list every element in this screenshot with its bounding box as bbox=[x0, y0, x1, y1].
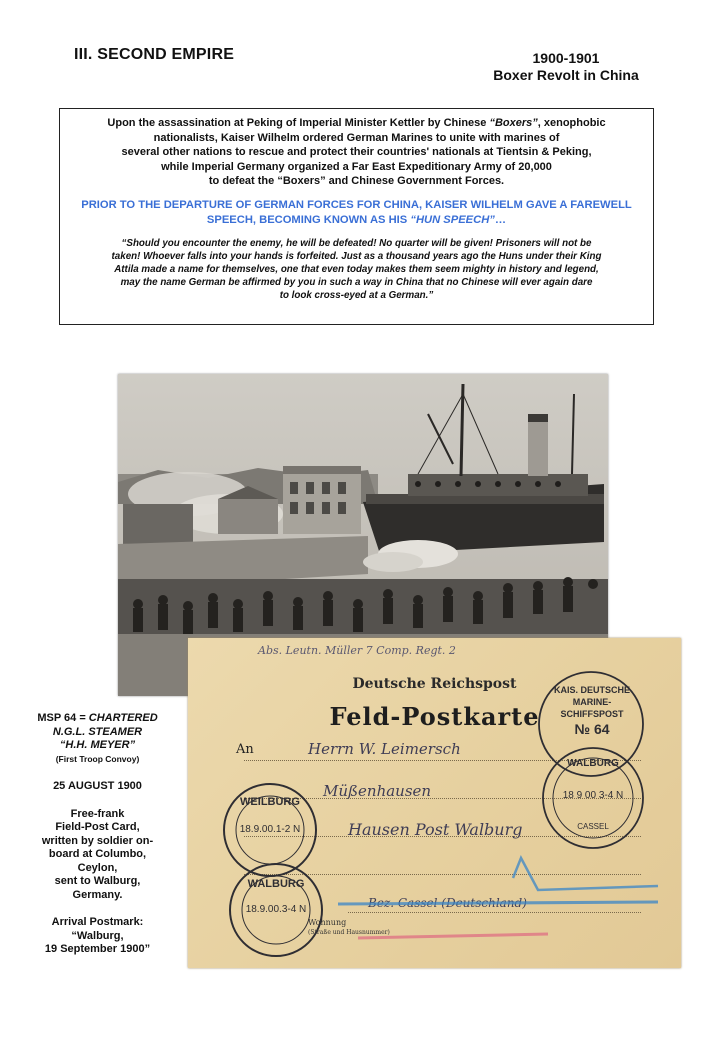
caption-text-italic: CHARTERED bbox=[88, 712, 158, 724]
caption-gap bbox=[20, 794, 175, 808]
intro-box bbox=[59, 108, 654, 325]
caption-line-3: “H.H. MEYER” bbox=[59, 739, 136, 751]
caption-date: 25 AUGUST 1900 bbox=[53, 780, 142, 792]
intro-text: , xenophobic bbox=[537, 117, 606, 129]
caption-arrival-1: Arrival Postmark: bbox=[51, 916, 144, 928]
intro-line-5: to defeat the “Boxers” and Chinese Government Forces. bbox=[208, 175, 505, 188]
field-post-card bbox=[188, 638, 681, 968]
caption-desc-1: Free-frank bbox=[70, 807, 125, 820]
caption-desc-4: board at Columbo, bbox=[48, 848, 147, 860]
speech-heading-line-2 bbox=[60, 213, 653, 228]
caption-arrival-3: 19 September 1900” bbox=[44, 943, 151, 955]
speech-quote bbox=[60, 237, 653, 302]
intro-line-2: nationalists, Kaiser Wilhelm ordered German Marines to unite with marines of bbox=[153, 131, 560, 144]
manuscript-line-2: Müßenhausen bbox=[323, 782, 432, 800]
caption-line-1 bbox=[20, 712, 175, 726]
caption-line-4: (First Troop Convoy) bbox=[55, 753, 140, 764]
card-title-reichspost: Deutsche Reichspost bbox=[352, 676, 517, 692]
manuscript-addressee: Herrn W. Leimersch bbox=[308, 740, 461, 758]
caption-arrival-2: “Walburg, bbox=[71, 929, 124, 942]
walburg-left-date: 18.9.00.3-4 N bbox=[245, 904, 307, 915]
intro-line-3: several other nations to rescue and protect their countries' nationals at Tientsin & Peking, bbox=[121, 146, 592, 159]
quote-line-3: Attila made a name for themselves, one that even today makes them seem mighty in history and legend, bbox=[114, 263, 599, 275]
speech-heading-italic: “HUN SPEECH” bbox=[410, 213, 495, 226]
walburg-right-bottom: CASSEL bbox=[577, 822, 609, 831]
exhibit-caption bbox=[20, 712, 175, 957]
caption-gap bbox=[20, 766, 175, 780]
manuscript-sender: Abs. Leutn. Müller 7 Comp. Regt. 2 bbox=[258, 644, 456, 657]
period-heading bbox=[478, 50, 654, 84]
speech-heading bbox=[60, 198, 653, 228]
caption-desc-5: Ceylon, bbox=[77, 861, 118, 874]
section-title: III. SECOND EMPIRE bbox=[74, 46, 235, 63]
card-address-label: An bbox=[236, 742, 254, 757]
postmark-line: MARINE- bbox=[572, 697, 612, 707]
caption-text: MSP 64 = bbox=[37, 712, 89, 724]
speech-heading-line-1: PRIOR TO THE DEPARTURE OF GERMAN FORCES FOR CHINA, KAISER WILHELM GAVE A FAREWELL bbox=[81, 198, 632, 211]
weilburg-name: WEILBURG bbox=[240, 796, 300, 808]
card-title-feldpostkarte: Feld-Postkarte bbox=[329, 702, 540, 731]
postmark-number: № 64 bbox=[574, 721, 610, 737]
caption-desc-6: sent to Walburg, bbox=[54, 875, 141, 887]
quote-line-1: “Should you encounter the enemy, he will be defeated! No quarter will be given! Prisoners will not be bbox=[121, 237, 592, 249]
marine-postmark-text bbox=[540, 684, 644, 735]
intro-line-4: while Imperial Germany organized a Far East Expeditionary Army of 20,000 bbox=[161, 160, 552, 173]
weilburg-date: 18.9.00.1-2 N bbox=[239, 824, 301, 835]
intro-paragraph bbox=[60, 116, 653, 189]
walburg-right-date: 18 9 00 3-4 N bbox=[562, 790, 624, 801]
wohnung-text: Wohnung bbox=[308, 918, 347, 927]
manuscript-line-3: Hausen Post Walburg bbox=[348, 820, 523, 839]
wohnung-subtext: (Straße und Hausnummer) bbox=[308, 929, 390, 936]
quote-line-2: taken! Whoever falls into your hands is forfeited. Just as a thousand years ago the Huns under their King bbox=[111, 250, 602, 262]
intro-text: Upon the assassination at Peking of Imperial Minister Kettler by Chinese bbox=[107, 117, 490, 129]
caption-desc-7: Germany. bbox=[72, 888, 123, 901]
postmark-line: KAIS. DEUTSCHE bbox=[553, 685, 630, 695]
speech-heading-text: … bbox=[494, 213, 507, 226]
years-label: 1900-1901 bbox=[532, 50, 600, 66]
caption-desc-3: written by soldier on- bbox=[41, 834, 154, 847]
intro-text-italic: “Boxers” bbox=[489, 117, 538, 129]
quote-line-5: to look cross-eyed at a German.” bbox=[279, 289, 434, 301]
caption-desc-2: Field-Post Card, bbox=[55, 821, 140, 833]
caption-gap bbox=[20, 902, 175, 916]
subtitle-label: Boxer Revolt in China bbox=[493, 67, 639, 83]
walburg-right-name: WALBURG bbox=[567, 758, 619, 769]
speech-heading-text: SPEECH, BECOMING KNOWN AS HIS bbox=[206, 213, 411, 226]
intro-line-1 bbox=[60, 116, 653, 131]
quote-line-4: may the name German be affirmed by you in such a way in China that no Chinese will ever again dare bbox=[120, 276, 593, 288]
walburg-left-name: WALBURG bbox=[247, 878, 305, 890]
postmark-line: SCHIFFSPOST bbox=[560, 709, 624, 719]
caption-line-2: N.G.L. STEAMER bbox=[52, 725, 143, 738]
